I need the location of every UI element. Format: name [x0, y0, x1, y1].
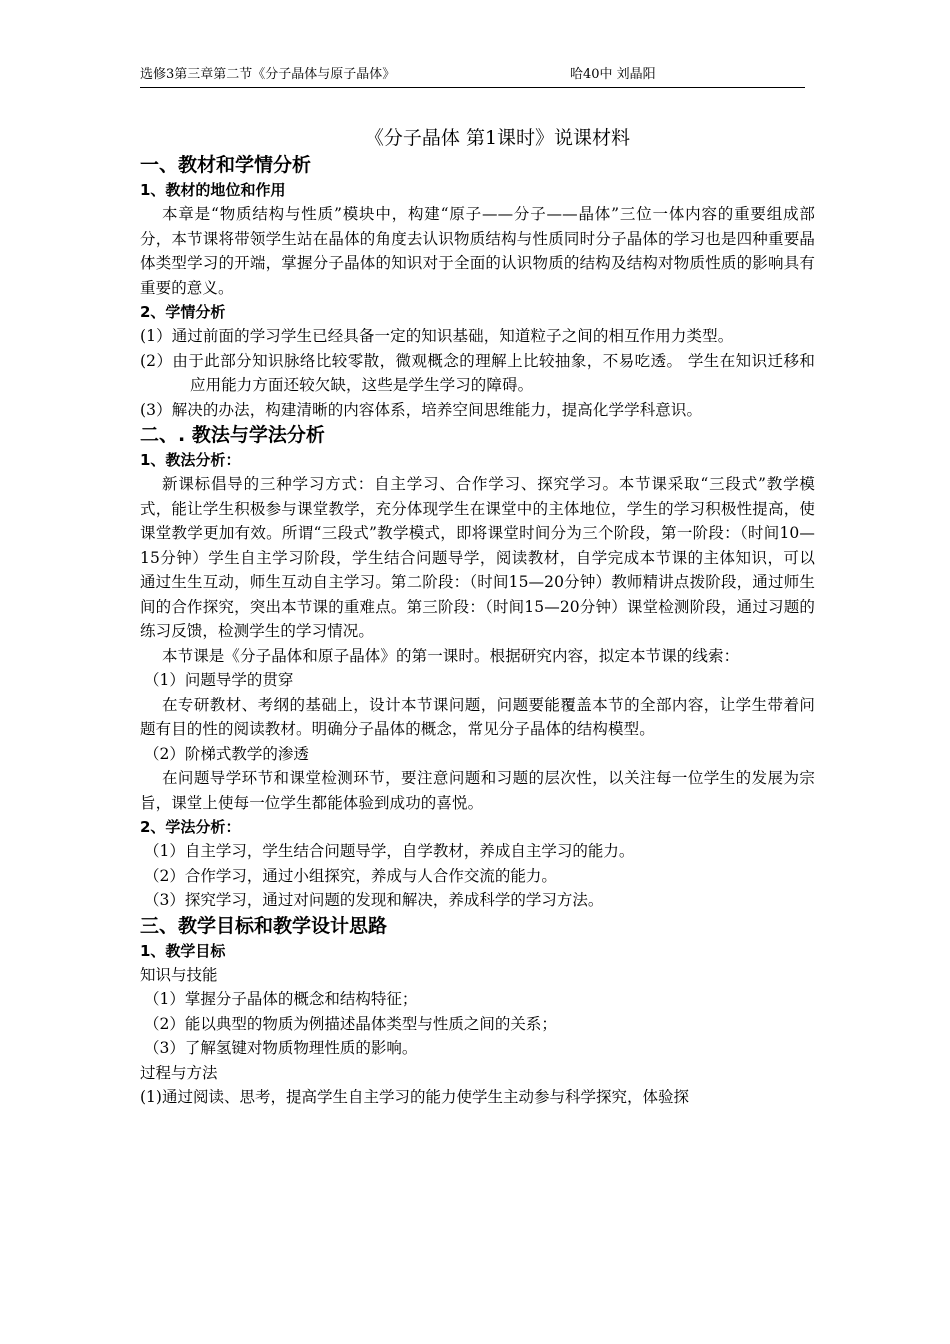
knowledge-label: 知识与技能 — [140, 965, 218, 984]
list-item-knowledge-3: （3）了解氢键对物质物理性质的影响。 — [144, 1039, 418, 1057]
clue-1-text: 在专研教材、考纲的基础上，设计本节课问题，问题要能覆盖本节的全部内容，让学生带着问题有目的性的阅读教材。明确分子晶体的概念，常见分子晶体的结构模型。 — [140, 695, 815, 738]
clue-2-title: （2）阶梯式教学的渗透 — [144, 744, 309, 763]
header-course-info: 选修3第三章第二节《分子晶体与原子晶体》 — [140, 67, 396, 82]
subsection-heading-2-2: 2、学法分析： — [140, 818, 241, 836]
clue-2-text: 在问题导学环节和课堂检测环节，要注意问题和习题的层次性，以关注每一位学生的发展为宗旨，课堂上使每一位学生都能体验到成功的喜悦。 — [140, 769, 815, 812]
list-item-study-2: （2）合作学习，通过小组探究，养成与人合作交流的能力。 — [144, 866, 557, 885]
paragraph-lesson-clue: 本节课是《分子晶体和原子晶体》的第一课时。根据研究内容，拟定本节课的线索： — [162, 646, 740, 665]
list-item-learner-3: (3）解决的办法，构建清晰的内容体系，培养空间思维能力，提高化学学科意识。 — [140, 400, 703, 419]
clue-1-title: （1）问题导学的贯穿 — [144, 671, 294, 689]
list-item-study-3: （3）探究学习，通过对问题的发现和解决，养成科学的学习方法。 — [144, 891, 604, 909]
list-item-learner-1: (1）通过前面的学习学生已经具备一定的知识基础，知道粒子之间的相互作用力类型。 — [140, 327, 734, 345]
list-item-study-1: （1）自主学习，学生结合问题导学，自学教材，养成自主学习的能力。 — [144, 842, 635, 860]
section-heading-1: 一、教材和学情分析 — [140, 154, 312, 176]
page-header — [140, 65, 805, 88]
paragraph-textbook-role: 本章是“物质结构与性质”模块中，构建“原子——分子——晶体”三位一体内容的重要组成部分，本节课将带领学生站在晶体的角度去认识物质结构与性质同时分子晶体的学习也是四种重要晶体类型学习的开端，掌握分子晶体的知识对于全面的认识物质的结构及结构对物质性质的影响具有重要的意义。 — [140, 205, 815, 297]
subsection-heading-2-1: 1、教法分析： — [140, 451, 241, 469]
section-heading-2: 二、. 教法与学法分析 — [140, 424, 325, 446]
list-item-knowledge-2: （2）能以典型的物质为例描述晶体类型与性质之间的关系； — [144, 1014, 557, 1033]
list-item-knowledge-1: （1）掌握分子晶体的概念和结构特征； — [144, 990, 418, 1008]
subsection-heading-3-1: 1、教学目标 — [140, 941, 226, 960]
header-author: 哈40中 刘晶阳 — [570, 67, 656, 82]
section-heading-3: 三、教学目标和教学设计思路 — [140, 914, 388, 937]
subsection-heading-1-1: 1、教材的地位和作用 — [140, 181, 286, 199]
subsection-heading-1-2: 2、学情分析 — [140, 303, 226, 321]
process-label: 过程与方法 — [140, 1063, 218, 1082]
document-body — [140, 124, 815, 1110]
paragraph-teaching-method: 新课标倡导的三种学习方式：自主学习、合作学习、探究学习。本节课采取“三段式”教学模式，能让学生积极参与课堂教学，充分体现学生在课堂中的主体地位，学生的学习积极性提高，使课堂教学更加有效。所谓“三段式”教学模式，即将课堂时间分为三个阶段，第一阶段：（时间10—15分钟）学生自主学习阶段，学生结合问题导学，阅读教材，自学完成本节课的主体知识，可以通过生生互动，师生互动自主学习。第二阶段：（时间15—20分钟）教师精讲点拨阶段，通过师生间的合作探究，突出本节课的重难点。第三阶段：（时间15—20分钟）课堂检测阶段，通过习题的练习反馈，检测学生的学习情况。 — [140, 475, 815, 640]
list-item-process-1: (1)通过阅读、思考，提高学生自主学习的能力使学生主动参与科学探究，体验探 — [140, 1088, 689, 1106]
document-title: 《分子晶体 第1课时》说课材料 — [364, 127, 631, 149]
list-item-learner-2: (2）由于此部分知识脉络比较零散，微观概念的理解上比较抽象，不易吃透。 学生在知识迁移和应用能力方面还较欠缺，这些是学生学习的障碍。 — [140, 351, 815, 394]
